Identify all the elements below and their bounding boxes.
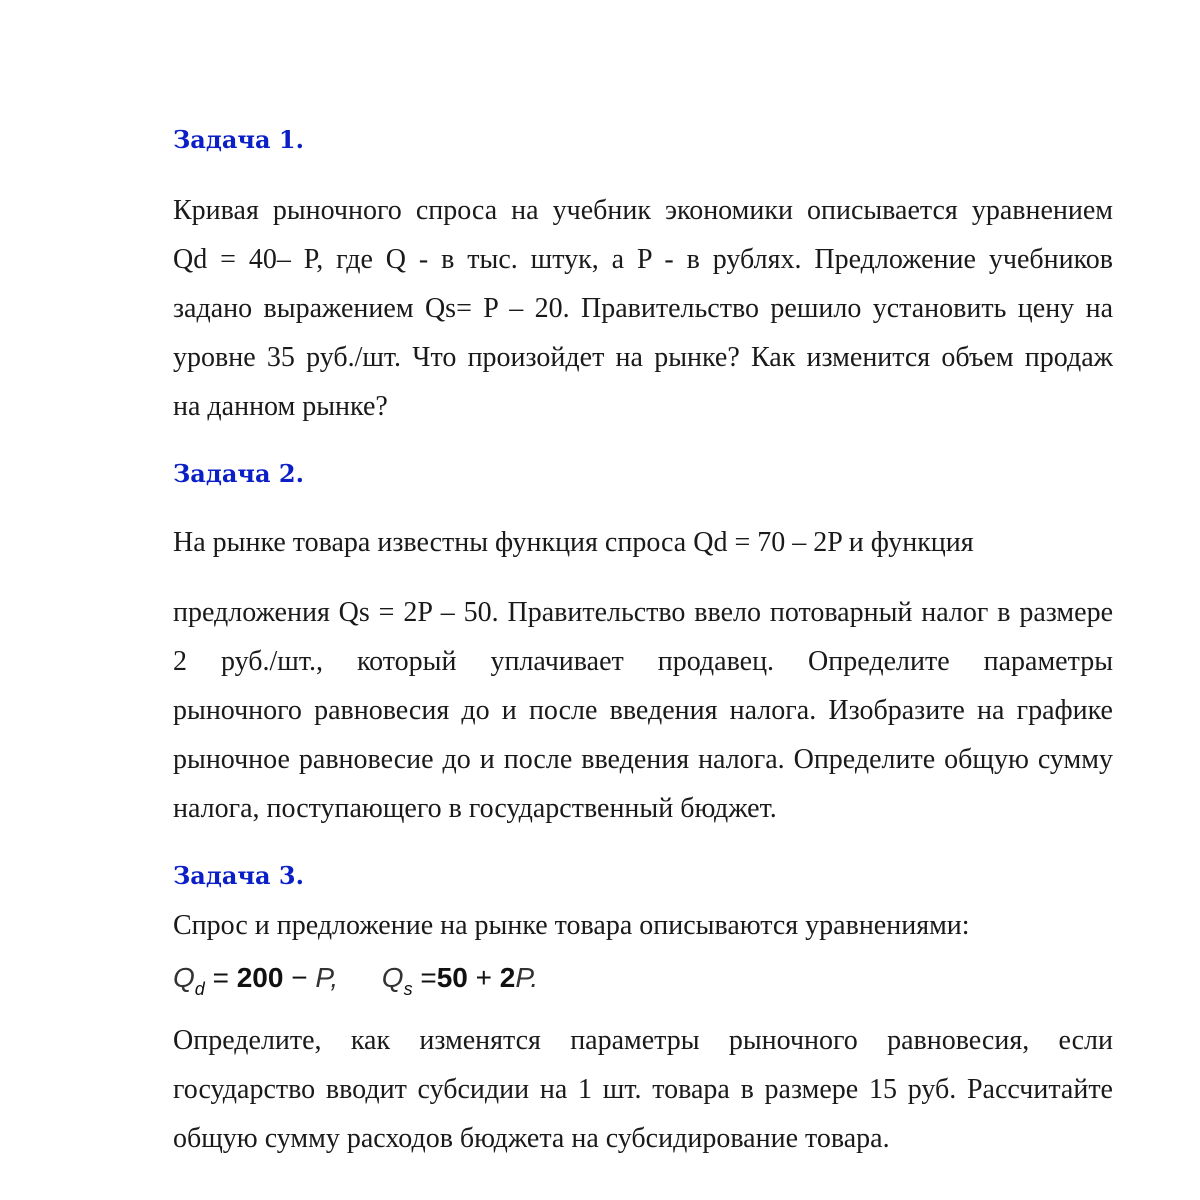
task2-line: рыночное равновесие до и после введения налога. Определите общую сумму (173, 744, 1113, 775)
task1-text (173, 186, 1113, 431)
formula-equals: = (212, 962, 229, 993)
task1-heading: Задача 1. (173, 125, 304, 154)
task3-line: Определите, как изменятся параметры рыночного равновесия, если (173, 1025, 1113, 1056)
formula-plus: + (475, 962, 492, 993)
task3-line: общую сумму расходов бюджета на субсидирование товара. (173, 1123, 890, 1154)
task1-line: уровне 35 руб./шт. Что произойдет на рынке? Как изменится объем продаж (173, 342, 1113, 373)
formula-qs-subscript: s (403, 979, 413, 999)
task3-heading: Задача 3. (173, 861, 304, 890)
task3-text (173, 1016, 1113, 1163)
task2-line: рыночного равновесия до и после введения налога. Изобразите на графике (173, 695, 1113, 726)
task2-first-line (173, 518, 1113, 567)
formula-qs-constant: 50 (436, 962, 468, 993)
formula-qd-symbol: Q (173, 962, 195, 993)
task3-formula (173, 958, 538, 998)
formula-qs-coefficient: 2 (499, 962, 516, 993)
task1-line: Кривая рыночного спроса на учебник экономики описывается уравнением (173, 195, 1113, 226)
task2-line: На рынке товара известны функция спроса Qd = 70 – 2P и функция (173, 527, 974, 558)
task2-line: 2 руб./шт., который уплачивает продавец. Определите параметры (173, 646, 1113, 677)
formula-qd-price: P, (315, 962, 339, 993)
task1-line: Qd = 40– P, где Q - в тыс. штук, а P - в рублях. Предложение учебников (173, 244, 1113, 275)
task2-line: предложения Qs = 2P – 50. Правительство ввело потоварный налог в размере (173, 597, 1113, 628)
task2-line: налога, поступающего в государственный бюджет. (173, 793, 777, 824)
task2-heading: Задача 2. (173, 459, 304, 488)
task3-intro-line: Спрос и предложение на рынке товара описываются уравнениями: (173, 910, 970, 941)
task2-text (173, 588, 1113, 833)
formula-qs-price: P. (515, 962, 539, 993)
task3-line: государство вводит субсидии на 1 шт. товара в размере 15 руб. Рассчитайте (173, 1074, 1113, 1105)
task3-intro (173, 901, 1113, 950)
formula-qd-constant: 200 (236, 962, 284, 993)
formula-minus: − (291, 962, 308, 993)
task1-line: задано выражением Qs= P – 20. Правительство решило установить цену на (173, 293, 1113, 324)
task1-line: на данном рынке? (173, 391, 388, 422)
formula-qs-symbol: Q (381, 962, 404, 993)
formula-qd-subscript: d (194, 979, 205, 999)
formula-equals: = (420, 962, 437, 993)
